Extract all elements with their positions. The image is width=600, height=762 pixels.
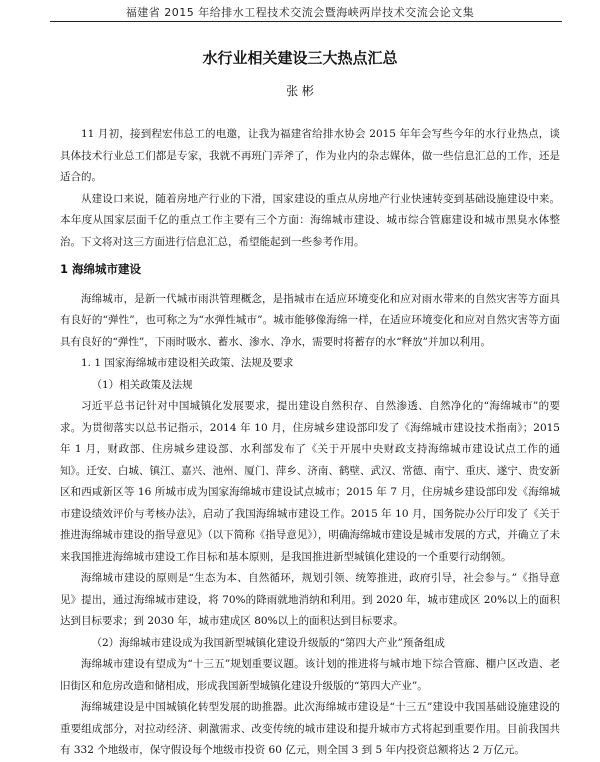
subsection-heading: 1. 1 国家海绵城市建设相关政策、法规及要求 bbox=[81, 357, 294, 369]
paragraph: 习近平总书记针对中国城镇化发展要求，提出建设自然积存、自然渗透、自然净化的“海绵城市”的要求。为贯彻落实以总书记指示，2014 年 10 月，住房城乡建设部印发了《海绵城市建设技术指南》；2015 年 1 月，财政部、住房城乡建设部、水利部发布了《关于开展中央财政支持海绵城市建设试点工作的通知》。迁安、白城、镇江、嘉兴、池州、厦门、萍乡、济南、鹤壁、武汉、常德、南宁、重庆、遂宁、贵安新区和西咸新区等 16 所城市成为国家海绵城市建设试点城市；2015 年 7 月，住房城乡建设部印发《海绵城市建设绩效评价与考核办法》，启动了我国海绵城市建设工作。2015 年 10 月，国务院办公厅印发了《关于推进海绵城市建设的指导意见》（以下简称《指导意见》），明确海绵城市建设是城市发展的方式，并确立了未来我国推进海绵城市建设工作目标和基本原则，是我国推进新型城镇化建设的一个重要行动纲领。 bbox=[60, 400, 560, 563]
subsubsection-heading: （2）海绵城市建设成为我国新型城镇化建设升级版的“第四大产业”预备组成 bbox=[91, 636, 445, 649]
article-body bbox=[60, 124, 560, 762]
article-title: 水行业相关建设三大热点汇总 bbox=[202, 49, 398, 67]
header-rule bbox=[50, 21, 562, 22]
subsubsection-heading: （1）相关政策及法规 bbox=[91, 378, 193, 391]
paragraph: 海绵城市建设有望成为“十三五”规划重要议题。该计划的推进将与城市地下综合管廊、棚户区改造、老旧街区和危房改造和储相成，形成我国新型城镇化建设升级版的“第四大产业”。 bbox=[60, 658, 560, 692]
paragraph: 11 月初，接到程宏伟总工的电邀，让我为福建省给排水协会 2015 年年会写些今年的水行业热点，谈具体技术行业总工们都是专家，我就不再班门弄斧了，作为业内的杂志媒体，做一些信息汇总的工作，还是适合的。 bbox=[60, 128, 560, 183]
paragraph: 从建设口来说，随着房地产行业的下滑，国家建设的重点从房地产行业快速转变到基础设施建设中来。本年度从国家层面千亿的重点工作主要有三个方面：海绵城市建设、城市综合管廊建设和城市黑臭水体整治。下文将对这三方面进行信息汇总，希望能起到一些参考作用。 bbox=[60, 192, 560, 248]
running-header: 福建省 2015 年给排水工程技术交流会暨海峡两岸技术交流会论文集 bbox=[125, 6, 475, 19]
paragraph: 海绵城建设是中国城镇化转型发展的助推器。此次海绵城市建设是“十三五”建设中我国基础设施建设的重要组成部分，对拉动经济、刺激需求、改变传统的城市建设和提升城市方式将起到重要作用。目前我国共有 332 个地级市，保守假设每个地级市投资 60 亿元，则全国 3 到 5 年内投资总额将达 2 万亿元。 bbox=[60, 701, 560, 756]
article-author: 张 彬 bbox=[286, 84, 314, 98]
paragraph: 海绵城市，是新一代城市雨洪管理概念，是指城市在适应环境变化和应对雨水带来的自然灾害等方面具有良好的“弹性”，也可称之为“水弹性城市”。城市能够像海绵一样，在适应环境变化和应对自然灾害等方面具有良好的“弹性”，下雨时吸水、蓄水、渗水、净水，需要时将蓄存的水“释放”并加以利用。 bbox=[60, 292, 560, 348]
paragraph: 海绵城市建设的原则是“生态为本、自然循环，规划引领、统筹推进，政府引导，社会参与。”《指导意见》提出，通过海绵城市建设，将 70%的降雨就地消纳和利用。到 2020 年，城市建成区 20%以上的面积达到目标要求；到 2030 年，城市建成区 80%以上的面积达到目标要求。 bbox=[60, 572, 560, 627]
section-heading: 1 海绵城市建设 bbox=[60, 262, 142, 276]
